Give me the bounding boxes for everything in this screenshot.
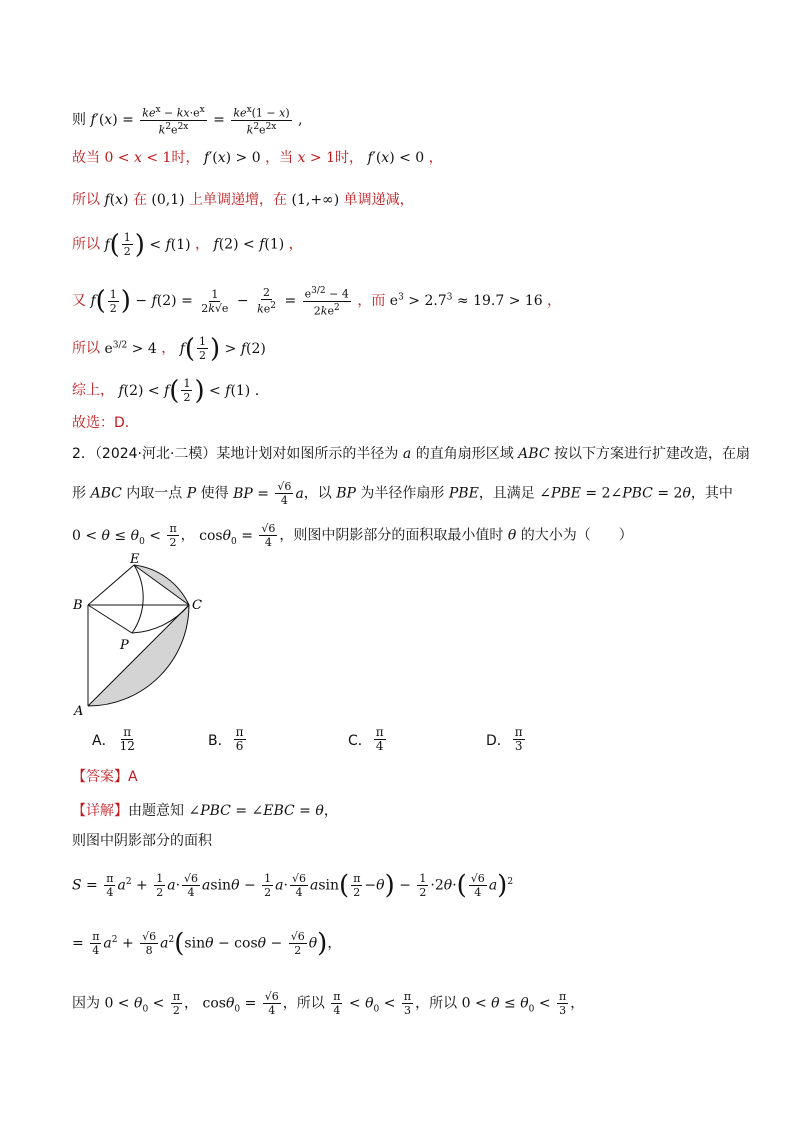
option-b-letter: B．: [208, 732, 232, 749]
monotonic-interval-line: 所以 f(x) 在 (0,1) 上单调递增，在 (1,+∞) 单调递减，: [72, 192, 414, 208]
choice-line: 故选：D.: [72, 415, 130, 431]
q2-stem-line2: 形 ABC 内取一点 P 使得 BP = $\frac{√6}{4}$ a，以 BP 为半径作扇形 PBE，且满足 ∠PBE = 2∠PBC = 2θ，其中: [72, 480, 733, 507]
option-b-den: 6: [235, 739, 244, 753]
difference-line: 又 f( $\frac{1}{2}$ ) − f(2) = $\frac{1}{2k√e}$ − $\frac{2}{ke^2}$ = $\frac{e^{3/2} - 4}{2ke^2}$ ，而 $e^3 > 2.7^3 \approx 19.7 > 16$ ，: [72, 286, 562, 318]
detail-line2: 则图中阴影部分的面积: [72, 833, 212, 849]
option-a[interactable]: [92, 726, 139, 753]
option-c-letter: C．: [348, 732, 372, 749]
option-a-letter: A．: [92, 732, 116, 749]
label-E: E: [130, 553, 140, 567]
option-d-den: 3: [514, 739, 523, 753]
label-C: C: [192, 598, 202, 613]
segment-BP: [88, 605, 132, 633]
compare-line: 所以 f( $\frac{1}{2}$ ) < f(1) ， f(2) < f(1) ，: [72, 229, 303, 260]
monotonic-sign-line: 故当 0 < x < 1时， f′(x) > 0 ，当 x > 1时， f′(x) < 0 ，: [72, 150, 443, 166]
arc-EP: [132, 565, 143, 633]
detail-line1: 【详解】由题意知 ∠PBC = ∠EBC = θ，: [72, 803, 338, 819]
summary-line: 综上， f(2) < f( $\frac{1}{2}$ ) < f(1) .: [72, 375, 260, 406]
conclusion-line: 所以 $e^{3/2} > 4$ ， f( $\frac{1}{2}$ ) > f(2): [72, 333, 266, 364]
option-c[interactable]: [348, 726, 388, 753]
option-b-num: π: [235, 725, 244, 739]
option-a-num: π: [123, 725, 132, 739]
answer-line: [72, 766, 138, 786]
sector-figure: [70, 553, 230, 718]
label-B: B: [73, 598, 83, 613]
answer-tag: 【答案】: [72, 769, 128, 785]
derivative-line: 则 f′(x) = $\frac{ke^x - kx\cdot e^x}{k^2e^{2x}}$ = $\frac{ke^x(1 - x)}{k^2e^{2x}}$ ,: [72, 105, 303, 137]
option-a-den: 12: [119, 739, 135, 753]
label-P: P: [120, 638, 129, 653]
option-d-num: π: [514, 725, 523, 739]
option-c-num: π: [375, 725, 384, 739]
option-c-den: 4: [375, 739, 384, 753]
range-line: 因为 $0 < \theta_0$ < $\frac{\pi}{2}$ ， cosθ$_0$ = $\frac{√6}{4}$ ，所以 $\frac{\pi}{4}$ < $\theta_0$ < $\frac{\pi}{3}$ ，所以 $0 < \theta \le \theta_0$ < $\frac{\pi}{3}$ ，: [72, 990, 585, 1017]
q2-stem-line3: $0 < \theta \le \theta_0$ < $\frac{\pi}{2}$ ， cosθ$_0$ = $\frac{√6}{4}$ ，则图中阴影部分的面积取最小值时 θ 的大小为（ ）: [72, 522, 633, 549]
area-simplified-line: = $\frac{\pi}{4}$ $a^2$ + $\frac{√6}{8}$ $a^2(\sin\theta - \cos\theta$ − $\frac{√6}{2}$ θ)，: [72, 928, 342, 959]
segment-BE: [88, 565, 134, 605]
q2-stem-line1: 2．（2024·河北·二模）某地计划对如图所示的半径为 a 的直角扇形区域 ABC 按以下方案进行扩建改造，在扇: [72, 446, 750, 462]
area-formula-line: S = $\frac{\pi}{4}$ $a^2$ + $\frac{1}{2}$ a· $\frac{√6}{4}$ asinθ − $\frac{1}{2}$ a· $\frac{√6}{4}$ asin( $\frac{\pi}{2}$ −θ) − $\frac{1}{2}$ ·2θ·( $\frac{√6}{4}$ a)$^2$: [72, 870, 514, 901]
detail-tag: 【详解】: [72, 803, 128, 819]
answer-value: A: [128, 769, 138, 785]
label-A: A: [74, 704, 84, 718]
option-d[interactable]: [486, 726, 527, 753]
option-d-letter: D．: [486, 732, 511, 749]
option-b[interactable]: [208, 726, 248, 753]
